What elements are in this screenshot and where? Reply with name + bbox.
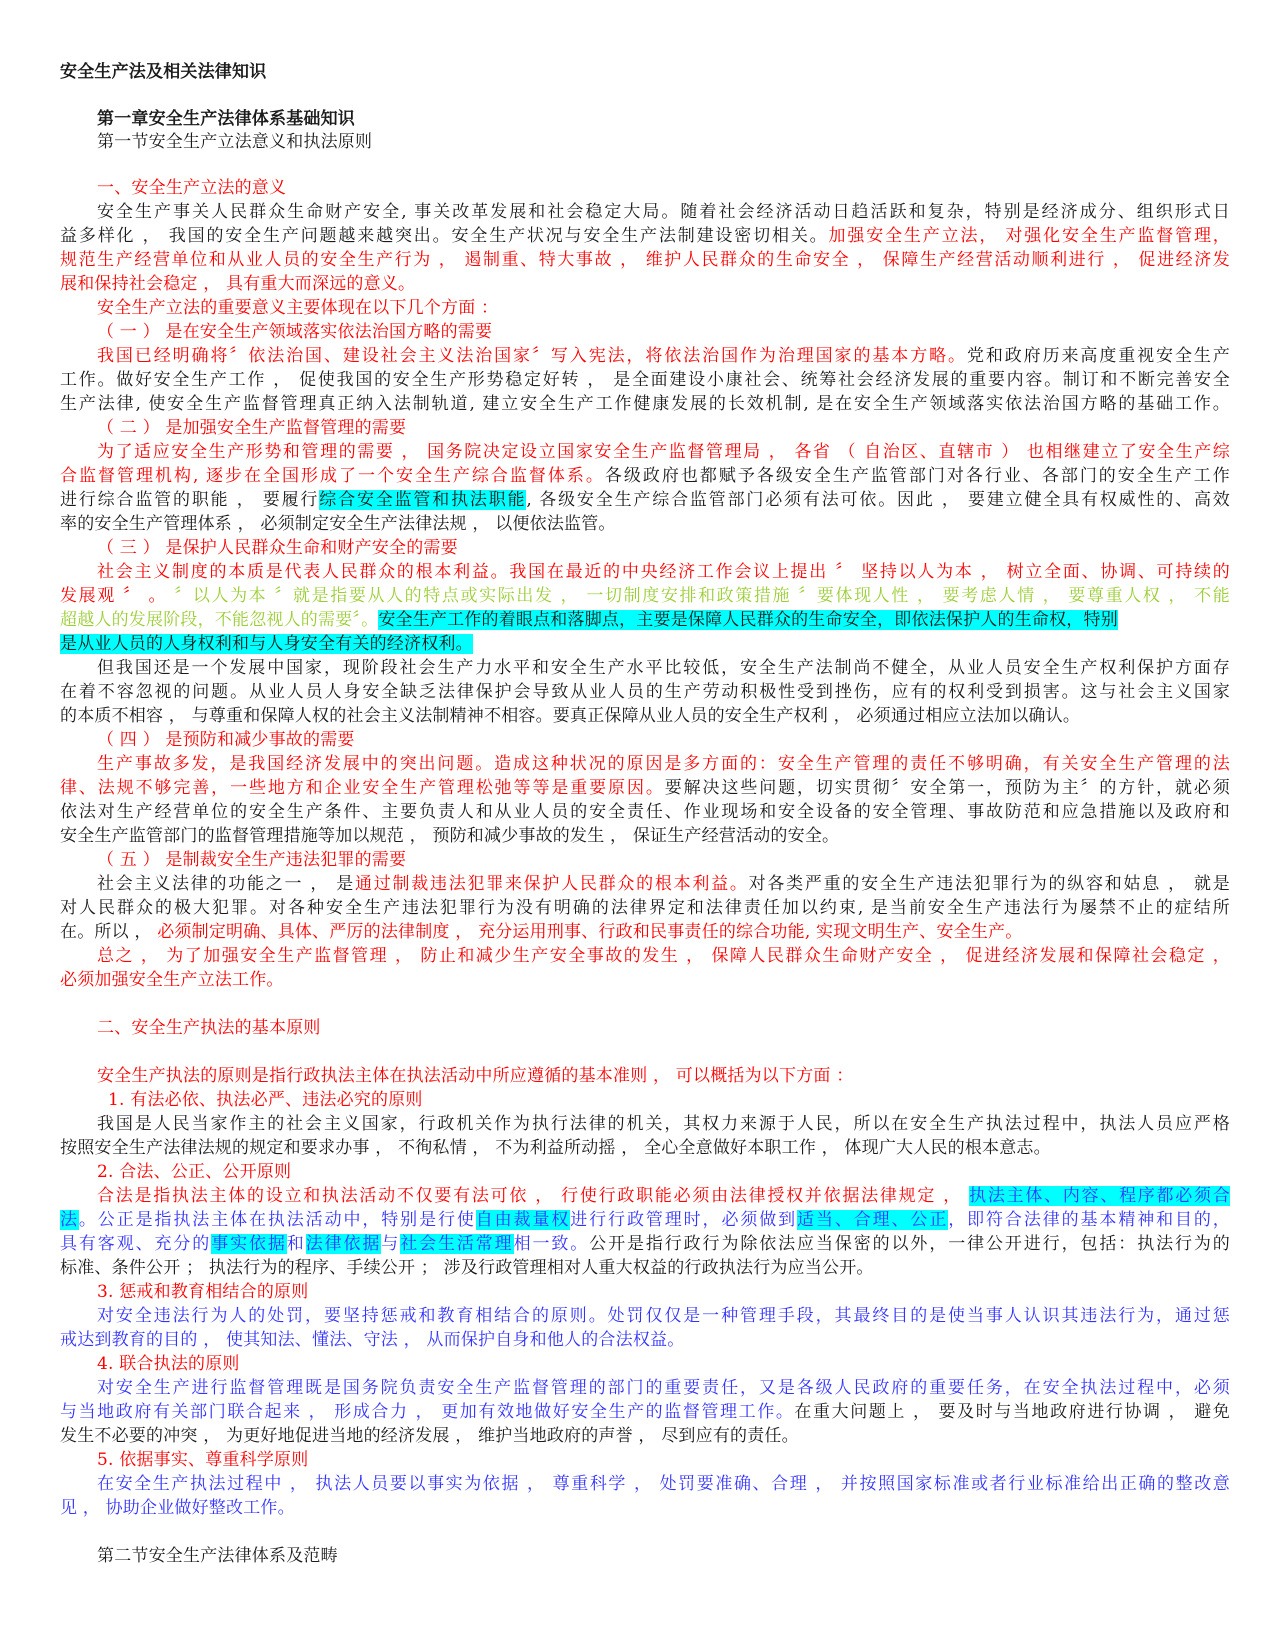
text-run: （ 二 ） 是加强安全生产监督管理的需要 [97,418,407,438]
text-run: 相一致。 [513,1234,590,1254]
text-line [60,824,1230,849]
text-line [60,776,1230,801]
text-run: （ 一 ） 是在安全生产领域落实依法治国方略的需要 [97,322,493,342]
highlighted-text: 执法主体、内容、程序都必须合 [969,1186,1230,1206]
text-run: 第二节安全生产法律体系及范畴 [97,1546,338,1566]
text-run: 在重大问题上 ， 要及时与当地政府进行协调 ， 避免 [794,1402,1230,1422]
text-run: 二、安全生产执法的基本原则 [97,1018,321,1038]
text-run: 进行综合监管的职能 ， 要履行 [60,490,320,510]
text-line [97,1352,1230,1377]
text-run: 但我国还是一个发展中国家，现阶段社会生产力水平和安全生产水平比较低，安全生产法制尚不健全，从业人员安全生产权利保护方面存 [97,658,1230,678]
highlighted-text: 社会生活常理 [400,1234,514,1254]
text-run: （ 四 ） 是预防和减少事故的需要 [97,730,355,750]
text-line [60,1208,1230,1233]
text-line [97,320,1230,345]
text-run: 与当地政府有关部门联合起来 ， 形成合力 ， 更加有效地做好安全生产的监督管理工作。 [60,1402,795,1422]
text-line [60,1424,1230,1449]
highlighted-text: 法 [60,1210,79,1230]
text-run: 安全生产立法的重要意义主要体现在以下几个方面 ： [97,298,499,318]
text-run: 率的安全生产管理体系 ， 必须制定安全生产法律法规 ， 以便依法监管。 [60,514,616,534]
text-line [108,1088,1241,1113]
highlighted-text: 事实依据 [211,1234,287,1254]
text-run: 第一节安全生产立法意义和执法原则 [97,132,373,152]
text-line [97,848,1230,873]
text-run: 安全生产法及相关法律知识 [60,62,267,82]
text-run: 一、安全生产立法的意义 [97,178,287,198]
text-run: 安全生产监管部门的监督管理措施等加以规范 ， 预防和减少事故的发生 ， 保证生产经营活动的安全。 [60,826,840,846]
text-line [60,392,1230,417]
text-line [60,968,1230,993]
text-line [97,752,1230,777]
text-run: 〞以人为本 〞就是指要从人的特点或实际出发 ， 一切制度安排和政策措施 〞要体现人性 ， 要考虑人情 ， 要尊重人权 ， 不能 [167,586,1230,606]
text-run: 见 ， 协助企业做好整改工作。 [60,1498,295,1518]
text-line [97,344,1230,369]
text-run: 5. 依据事实、尊重科学原则 [97,1450,309,1470]
text-line [97,107,1230,132]
text-run: 展和保持社会稳定 ， 具有重大而深远的意义。 [60,274,416,294]
text-run: 具有客观、充分的 [60,1234,212,1254]
text-line [60,512,1230,537]
text-line [97,1064,1230,1089]
text-line [97,872,1230,897]
highlighted-text: 适当、合理、公正 [797,1210,949,1230]
text-run: 4. 联合执法的原则 [97,1354,240,1374]
text-line [97,440,1230,465]
text-run: 在安全生产执法过程中 ， 执法人员要以事实为依据 ， 尊重科学 ， 处罚要准确、合理 ， 并按照国家标准或者行业标准给出正确的整改意 [97,1474,1230,1494]
text-run: 生产事故多发，是我国经济发展中的突出问题。造成这种状况的原因是多方面的：安全生产管理的责任不够明确，有关安全生产管理的法 [97,754,1230,774]
text-line [60,368,1230,393]
text-line [60,680,1230,705]
text-run: 安全生产执法的原则是指行政执法主体在执法活动中所应遵循的基本准则 ， 可以概括为以下方面 ： [97,1066,854,1086]
text-run: 依法对生产经营单位的安全生产条件、主要负责人和从业人员的安全责任、作业现场和安全设备的安全管理、事故防范和应急措施以及政府和 [60,802,1230,822]
text-line [60,584,1230,609]
text-line [97,1448,1230,1473]
text-line [97,1280,1230,1305]
text-run: 总之 ， 为了加强安全生产监督管理 ， 防止和减少生产安全事故的发生 ， 保障人民群众生命财产安全 ， 促进经济发展和保障社会稳定 ， [97,946,1230,966]
text-line [97,536,1230,561]
text-line [97,656,1230,681]
text-line [97,1016,1230,1041]
text-run: 对安全违法行为人的处罚，要坚持惩戒和教育相结合的原则。处罚仅仅是一种管理手段，其最终目的是使当事人认识其违法行为，通过惩 [97,1306,1230,1326]
text-line [97,1544,1230,1569]
text-run: 公开是指行政行为除依法应当保密的以外，一律公开进行，包括：执法行为的 [589,1234,1230,1254]
text-run: 合监督管理机构, 逐步在全国形成了一个安全生产综合监督体系。 [60,466,605,486]
text-run: 发展观 〞 。 [60,586,168,606]
text-run: 标准、条件公开 ； 执法行为的程序、手续公开 ； 涉及行政管理相对人重大权益的行政执法行为应当公开。 [60,1258,874,1278]
text-line [97,130,1230,155]
text-line [60,1136,1230,1161]
text-run: 我国已经明确将〞依法治国、建设社会主义法治国家〞写入宪法，将依法治国作为治理国家的基本方略。 [97,346,967,366]
text-run: 工作。做好安全生产工作 ， 促使我国的安全生产形势稳定好转 ， 是全面建设小康社会、统筹社会经济发展的重要内容。制订和不断完善安全 [60,370,1230,390]
text-line [60,1496,1230,1521]
text-line [60,632,1230,657]
text-run: 2. 合法、公正、公开原则 [97,1162,292,1182]
text-run: 社会主义法律的功能之一 ， 是 [97,874,355,894]
text-run: 按照安全生产法律法规的规定和要求办事 ， 不徇私情 ， 不为利益所动摇 ， 全心全意做好本职工作 ， 体现广大人民的根本意志。 [60,1138,1051,1158]
highlighted-text: 综合安全监管和执法职能 [319,490,527,510]
text-line [60,488,1230,513]
text-line [60,800,1230,825]
text-run: （ 三 ） 是保护人民群众生命和财产安全的需要 [97,538,458,558]
text-run: （ 五 ） 是制裁安全生产违法犯罪的需要 [97,850,407,870]
text-run: 对各类严重的安全生产违法犯罪行为的纵容和姑息 ， 就是 [748,874,1230,894]
text-line [97,1184,1230,1209]
text-line [60,272,1230,297]
text-line [60,248,1230,273]
text-line [60,920,1230,945]
text-run: 党和政府历来高度重视安全生产 [966,346,1230,366]
text-line [97,296,1230,321]
text-run: 要解决这些问题，切实贯彻〞安全第一，预防为主〞的方针，就必须 [664,778,1230,798]
text-line [60,608,1230,633]
text-run: 超越人的发展阶段，不能忽视人的需要〞。 [60,610,379,630]
text-run: 律、法规不够完善，一些地方和企业安全生产管理松弛等等是重要原因。 [60,778,665,798]
text-line [60,1400,1230,1425]
text-line [97,944,1230,969]
text-run: 加强安全生产立法， 对强化安全生产监督管理， [828,226,1230,246]
text-line [60,224,1230,249]
text-run: 通过制裁违法犯罪来保护人民群众的根本利益。 [354,874,749,894]
text-line [60,896,1230,921]
text-run: 发生不必要的冲突 ， 为更好地促进当地的经济发展 ， 维护当地政府的声誉 ， 尽到应有的责任。 [60,1426,799,1446]
text-run: 必须加强安全生产立法工作。 [60,970,284,990]
document-title [60,60,1230,85]
text-run: 对人民群众的极大犯罪。对各种安全生产违法犯罪行为没有明确的法律界定和法律责任加以约束, 是当前安全生产违法行为屡禁不止的症结所 [60,898,1230,918]
text-run: 的本质不相容 ， 与尊重和保障人权的社会主义法制精神不相容。要真正保障从业人员的安全生产权利 ， 必须通过相应立法加以确认。 [60,706,1081,726]
text-run: 必须制定明确、具体、严厉的法律制度 ， 充分运用刑事、行政和民事责任的综合功能, 实现文明生产、安全生产。 [157,922,1023,942]
text-line [97,200,1230,225]
text-line [97,1304,1230,1329]
text-run: ，即符合法律的基本精神和目的， [948,1210,1231,1230]
text-line [97,1160,1230,1185]
text-run: 在着不容忽视的问题。从业人员人身安全缺乏法律保护会导致从业人员的生产劳动积极性受到挫伤，应有的权利受到损害。这与社会主义国家 [60,682,1230,702]
text-run: 我国是人民当家作主的社会主义国家，行政机关作为执行法律的机关，其权力来源于人民，所以在安全生产执法过程中，执法人员应严格 [97,1114,1230,1134]
text-run: 合法是指执法主体的设立和执法活动不仅要有法可依 ， 行使行政职能必须由法律授权并依据法律规定 ， [97,1186,970,1206]
text-run: 对安全生产进行监督管理既是国务院负责安全生产监督管理的部门的重要责任，又是各级人民政府的重要任务，在安全执法过程中，必须 [97,1378,1230,1398]
text-line [60,1232,1230,1257]
text-line [60,1256,1230,1281]
text-run: 与 [381,1234,401,1254]
text-run: 进行行政管理时，必须做到 [570,1210,798,1230]
highlighted-text: 是从业人员的人身权利和与人身安全有关的经济权利。 [60,634,473,654]
highlighted-text: 安全生产工作的着眼点和落脚点，主要是保障人民群众的生命安全，即依法保护人的生命权，特别 [378,610,1118,630]
text-run: 为了适应安全生产形势和管理的需要 ， 国务院决定设立国家安全生产监督管理局 ， 各省 （ 自治区、直辖市 ） 也相继建立了安全生产综 [97,442,1230,462]
text-line [60,464,1230,489]
text-run: 第一章安全生产法律体系基础知识 [97,109,355,129]
highlighted-text: 法律依据 [305,1234,382,1254]
text-line [97,1112,1230,1137]
text-run: 安全生产事关人民群众生命财产安全, 事关改革发展和社会稳定大局。随着社会经济活动日趋活跃和复杂，特别是经济成分、组织形式日 [97,202,1230,222]
text-line [97,728,1230,753]
highlighted-text: 自由裁量权 [475,1210,571,1230]
text-line [60,704,1230,729]
text-run: 1. 有法必依、执法必严、违法必究的原则 [108,1090,423,1110]
text-run: 生产法律, 使安全生产监督管理真正纳入法制轨道, 建立安全生产工作健康发展的长效机制, 是在安全生产领域落实依法治国方略的基础工作。 [60,394,1230,414]
text-run: 。公正是指执法主体在执法活动中，特别是行使 [78,1210,476,1230]
text-run: 各级政府也都赋予各级安全生产监管部门对各行业、各部门的安全生产工作 [604,466,1230,486]
text-run: 戒达到教育的目的 ， 使其知法、懂法、守法 ， 从而保护自身和他人的合法权益。 [60,1330,685,1350]
text-run: 和 [286,1234,306,1254]
text-line [97,416,1230,441]
text-line [97,176,1230,201]
text-run: 规范生产经营单位和从业人员的安全生产行为 ， 遏制重、特大事故 ， 维护人民群众的生命安全 ， 保障生产经营活动顺利进行 ， 促进经济发 [60,250,1230,270]
text-line [97,1376,1230,1401]
text-line [97,1472,1230,1497]
text-run: 社会主义制度的本质是代表人民群众的根本利益。我国在最近的中央经济工作会议上提出 〞 坚持以人为本 ， 树立全面、协调、可持续的 [97,562,1230,582]
text-run: 益多样化 ， 我国的安全生产问题越来越突出。安全生产状况与安全生产法制建设密切相关。 [60,226,829,246]
text-run: , 各级安全生产综合监管部门必须有法可依。因此 ， 要建立健全具有权威性的、高效 [526,490,1230,510]
text-run: 在。所以 ， [60,922,158,942]
text-line [97,560,1230,585]
text-line [60,1328,1230,1353]
text-run: 3. 惩戒和教育相结合的原则 [97,1282,309,1302]
